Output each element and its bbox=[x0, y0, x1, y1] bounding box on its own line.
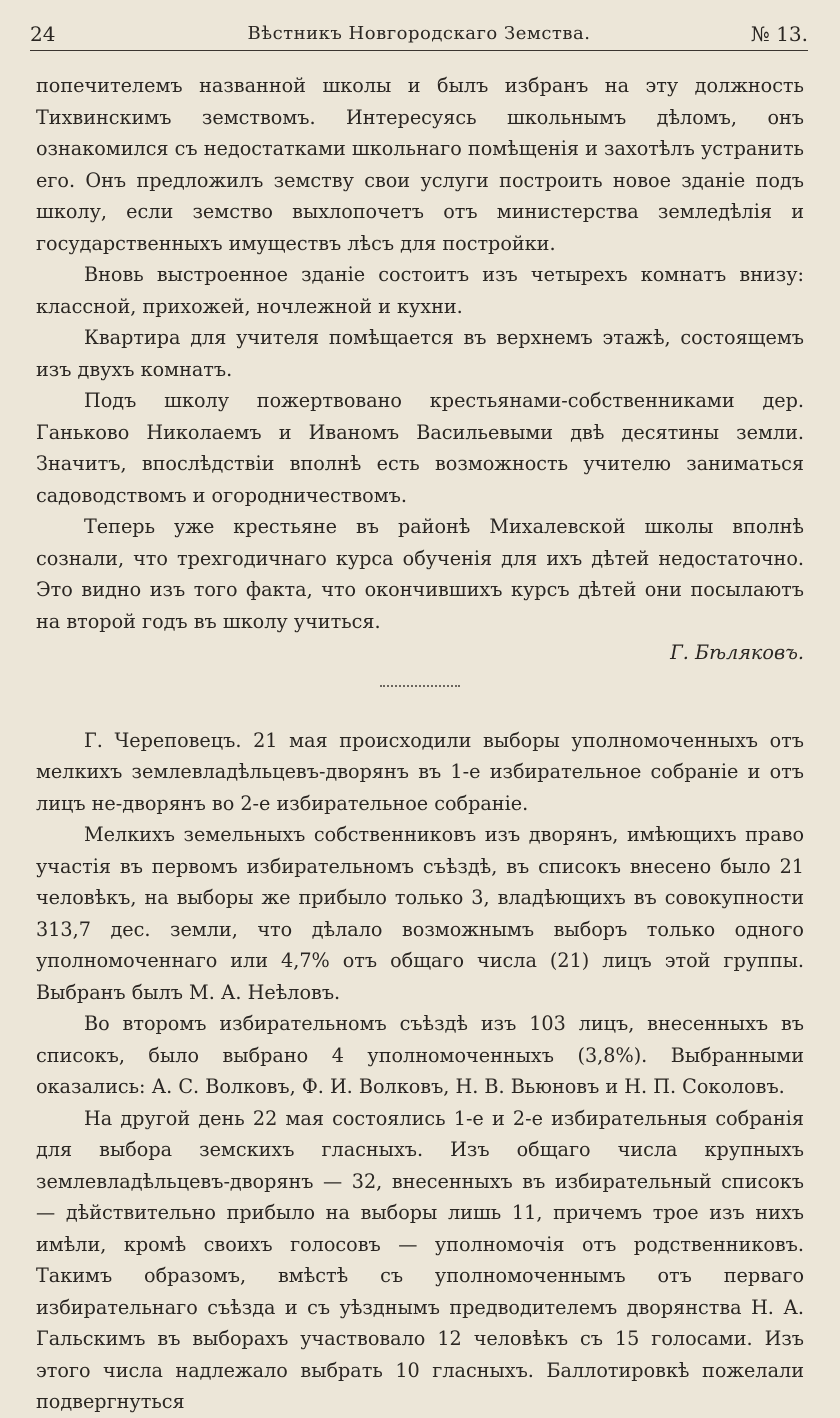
section-divider bbox=[380, 675, 460, 687]
paragraph: Квартира для учителя помѣщается въ верхнемъ этажѣ, состоящемъ изъ двухъ комнатъ. bbox=[36, 326, 804, 381]
issue-number: № 13. bbox=[750, 22, 808, 46]
paragraph: попечителемъ названной школы и былъ избранъ на эту должность Тихвинскимъ земствомъ. Интересуясь школьнымъ дѣломъ, онъ ознакомился съ недостатками школьнаго помѣщенія и захотѣлъ устранить его. Онъ предложилъ земству свои услуги построить новое зданіе подъ школу, если земство выхлопочетъ отъ министерства земледѣлія и государственныхъ имуществъ лѣсъ для постройки. bbox=[36, 74, 804, 255]
journal-title: Вѣстникъ Новгородскаго Земства. bbox=[247, 23, 591, 44]
article-body bbox=[36, 70, 804, 1418]
paragraph: Во второмъ избирательномъ съѣздѣ изъ 103 лицъ, внесенныхъ въ списокъ, было выбрано 4 уполномоченныхъ (3,8%). Выбранными оказались: А. С. Волковъ, Ф. И. Волковъ, Н. В. Вьюновъ и Н. П. Соколовъ. bbox=[36, 1012, 804, 1098]
paragraph: Мелкихъ земельныхъ собственниковъ изъ дворянъ, имѣющихъ право участія въ первомъ избирательномъ съѣздѣ, въ списокъ внесено было 21 человѣкъ, на выборы же прибыло только 3, владѣющихъ въ совокупности 313,7 дес. земли, что дѣлало возможнымъ выборъ только одного уполномоченнаго или 4,7% отъ общаго числа (21) лицъ этой группы. Выбранъ былъ М. А. Неѣловъ. bbox=[36, 823, 804, 1004]
page-header bbox=[30, 20, 808, 51]
page-number: 24 bbox=[30, 22, 56, 46]
paragraph: Г. Череповецъ. 21 мая происходили выборы уполномоченныхъ отъ мелкихъ землевладѣльцевъ-дворянъ въ 1-е избирательное собраніе и отъ лицъ не-дворянъ во 2-е избирательное собраніе. bbox=[36, 728, 804, 815]
paragraph: Подъ школу пожертвовано крестьянами-собственниками дер. Ганьково Николаемъ и Иваномъ Васильевыми двѣ десятины земли. Значитъ, впослѣдствіи вполнѣ есть возможность учителю заниматься садоводствомъ и огородничествомъ. bbox=[36, 389, 804, 507]
author-signature: Г. Бѣляковъ. bbox=[670, 641, 804, 664]
paragraph: Теперь уже крестьяне въ районѣ Михалевской школы вполнѣ сознали, что трехгодичнаго курса обученія для ихъ дѣтей недостаточно. Это видно изъ того факта, что окончившихъ курсъ дѣтей они посылаютъ на второй годъ въ школу учиться. bbox=[36, 515, 804, 633]
paragraph: На другой день 22 мая состоялись 1-е и 2-е избирательныя собранія для выбора земскихъ гласныхъ. Изъ общаго числа крупныхъ землевладѣльцевъ-дворянъ — 32, внесенныхъ въ избирательный списокъ — дѣйствительно прибыло на выборы лишь 11, причемъ трое изъ нихъ имѣли, кромѣ своихъ голосовъ — уполномочія отъ родственниковъ. Такимъ образомъ, вмѣстѣ съ уполномоченнымъ отъ перваго избирательнаго съѣзда и съ уѣзднымъ предводителемъ дворянства Н. А. Гальскимъ въ выборахъ участвовало 12 человѣкъ съ 15 голосами. Изъ этого числа надлежало выбрать 10 гласныхъ. Баллотировкѣ пожелали подвергнуться bbox=[36, 1106, 804, 1413]
paragraph: Вновь выстроенное зданіе состоитъ изъ четырехъ комнатъ внизу: классной, прихожей, ночлежной и кухни. bbox=[36, 263, 804, 318]
